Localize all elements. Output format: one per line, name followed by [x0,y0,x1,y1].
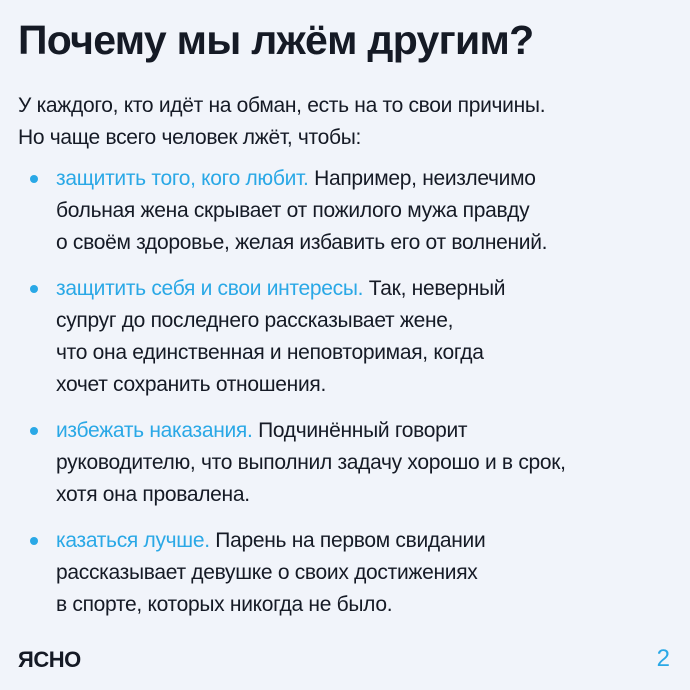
reason-text-line: супруг до последнего рассказывает жене, [56,309,454,332]
intro-line: Но чаще всего человек лжёт, чтобы: [18,126,362,149]
reason-keyword: казаться лучше. [56,529,210,552]
reason-first-line [56,415,670,447]
reason-text: Например, неизлечимо [308,167,536,190]
brand-logo: ЯСНО [18,647,81,672]
reason-text: Парень на первом свидании [209,529,486,552]
reason-text-line: о своём здоровье, желая избавить его от волнений. [56,231,548,254]
reason-keyword: защитить себя и свои интересы. [56,277,364,300]
reason-keyword: защитить того, кого любит. [56,167,309,190]
reasons-list [30,163,670,635]
bullet-dot-icon [30,175,38,183]
reason-text-line: в спорте, которых никогда не было. [56,593,393,616]
intro-paragraph [18,90,678,154]
bullet-dot-icon [30,285,38,293]
intro-line: У каждого, кто идёт на обман, есть на то свои причины. [18,94,546,117]
reason-text-line: что она единственная и неповторимая, когда [56,341,484,364]
reason-item [30,273,670,401]
page-number: 2 [656,645,670,672]
reason-first-line [56,525,670,557]
reason-text: Подчинённый говорит [252,419,468,442]
bullet-dot-icon [30,427,38,435]
reason-item [30,163,670,259]
reason-text-line: больная жена скрывает от пожилого мужа правду [56,199,530,222]
reason-text-line: хочет сохранить отношения. [56,373,326,396]
reason-keyword: избежать наказания. [56,419,253,442]
reason-first-line [56,163,670,195]
reason-item [30,525,670,621]
reason-text-line: руководителю, что выполнил задачу хорошо и в срок, [56,451,566,474]
reason-text: Так, неверный [363,277,506,300]
bullet-dot-icon [30,537,38,545]
reason-item [30,415,670,511]
reason-text-line: рассказывает девушке о своих достижениях [56,561,478,584]
reason-text-line: хотя она провалена. [56,483,250,506]
page-title: Почему мы лжём другим? [18,17,534,63]
reason-first-line [56,273,670,305]
